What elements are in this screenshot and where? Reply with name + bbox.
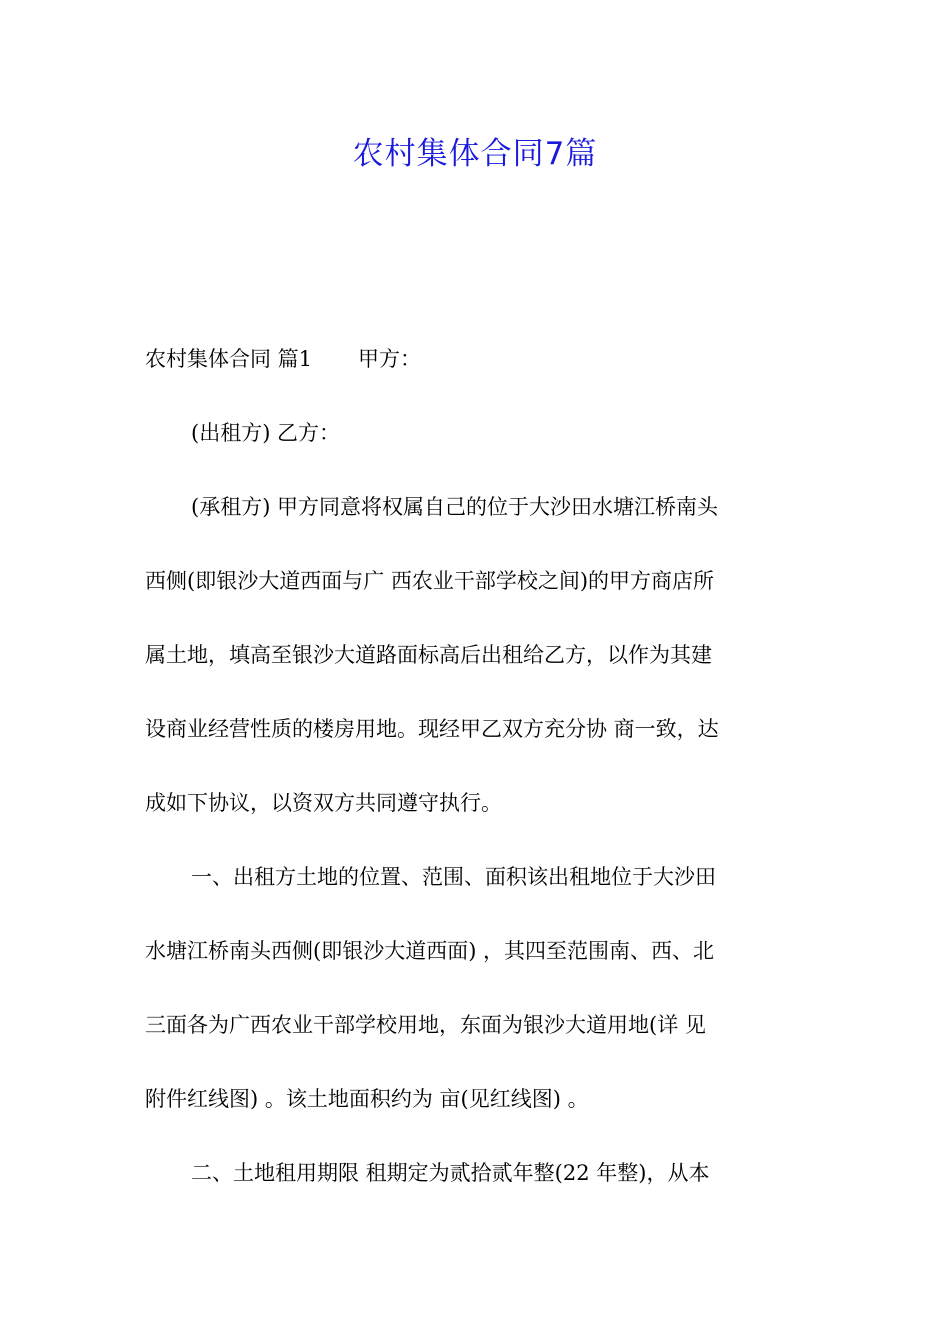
paragraph-line: 三面各为广西农业干部学校用地，东面为银沙大道用地(详 见 (145, 1013, 706, 1037)
paragraph-line: 西侧(即银沙大道西面与广 西农业干部学校之间)的甲方商店所 (145, 569, 715, 593)
paragraph-line (145, 337, 805, 411)
party-a-label: 甲方： (358, 347, 422, 371)
paragraph-line: 属土地，填高至银沙大道路面标高后出租给乙方，以作为其建 (145, 643, 712, 667)
paragraph-line: 水塘江桥南头西侧(即银沙大道西面) ，其四至范围南、西、北 (145, 939, 715, 963)
paragraph-line: 一、出租方土地的位置、范围、面积该出租地位于大沙田 (191, 865, 716, 889)
document-body (145, 337, 805, 1225)
paragraph-line: 附件红线图) 。该土地面积约为 亩(见红线图) 。 (145, 1087, 589, 1111)
contract-heading: 农村集体合同 篇1 (145, 347, 313, 371)
paragraph-line: 成如下协议，以资双方共同遵守执行。 (145, 791, 502, 815)
paragraph-line: (承租方) 甲方同意将权属自己的位于大沙田水塘江桥南头 (191, 495, 719, 519)
paragraph-line: 二、土地租用期限 租期定为贰拾贰年整(22 年整)，从本 (191, 1161, 710, 1185)
paragraph-line: 设商业经营性质的楼房用地。现经甲乙双方充分协 商一致，达 (145, 717, 719, 741)
paragraph-line: (出租方) 乙方： (191, 421, 341, 445)
document-title: 农村集体合同7篇 (352, 136, 598, 172)
